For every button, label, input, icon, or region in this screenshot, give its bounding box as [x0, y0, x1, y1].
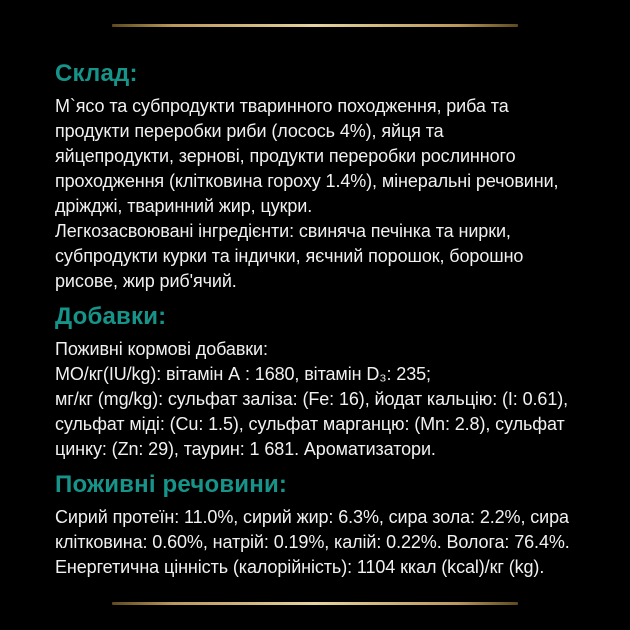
body-line: проходження (клітковина гороху 1.4%), мінеральні речовини,	[55, 171, 559, 191]
section-nutrients	[55, 471, 585, 580]
section-heading-additives: Добавки:	[55, 303, 167, 330]
body-line: цинку: (Zn: 29), таурин: 1 681. Ароматизатори.	[55, 439, 436, 459]
body-line: продукти переробки риби (лосось 4%), яйця та	[55, 121, 444, 141]
body-line: яйцепродукти, зернові, продукти переробки рослинного	[55, 146, 516, 166]
section-ingredients	[55, 60, 585, 294]
body-line: дріжджі, тваринний жир, цукри.	[55, 196, 313, 216]
top-gold-divider	[112, 24, 518, 27]
body-line: сульфат міді: (Cu: 1.5), сульфат марганцю: (Mn: 2.8), сульфат	[55, 414, 565, 434]
body-line: Легкозасвоювані інгредієнти: свиняча печінка та нирки,	[55, 221, 511, 241]
body-line: М`ясо та субпродукти тваринного походження, риба та	[55, 96, 509, 116]
body-line: Сирий протеїн: 11.0%, сирий жир: 6.3%, сира зола: 2.2%, сира	[55, 507, 569, 527]
body-line: мг/кг (mg/kg): сульфат заліза: (Fe: 16), йодат кальцію: (I: 0.61),	[55, 389, 569, 409]
body-line: субпродукти курки та індички, яєчний порошок, борошно	[55, 246, 524, 266]
body-line: клітковина: 0.60%, натрій: 0.19%, калій: 0.22%. Волога: 76.4%.	[55, 532, 570, 552]
section-heading-ingredients: Склад:	[55, 60, 138, 87]
section-heading-nutrients: Поживні речовини:	[55, 471, 288, 498]
body-line: Енергетична цінність (калорійність): 1104 ккал (kcal)/кг (kg).	[55, 557, 545, 577]
body-line: Поживні кормові добавки:	[55, 339, 268, 359]
label-content	[55, 60, 585, 589]
section-additives	[55, 303, 585, 462]
body-line: рисове, жир риб'ячий.	[55, 271, 237, 291]
body-line: МО/кг(IU/kg): вітамін А : 1680, вітамін D₃: 235;	[55, 364, 431, 384]
bottom-gold-divider	[112, 602, 518, 605]
